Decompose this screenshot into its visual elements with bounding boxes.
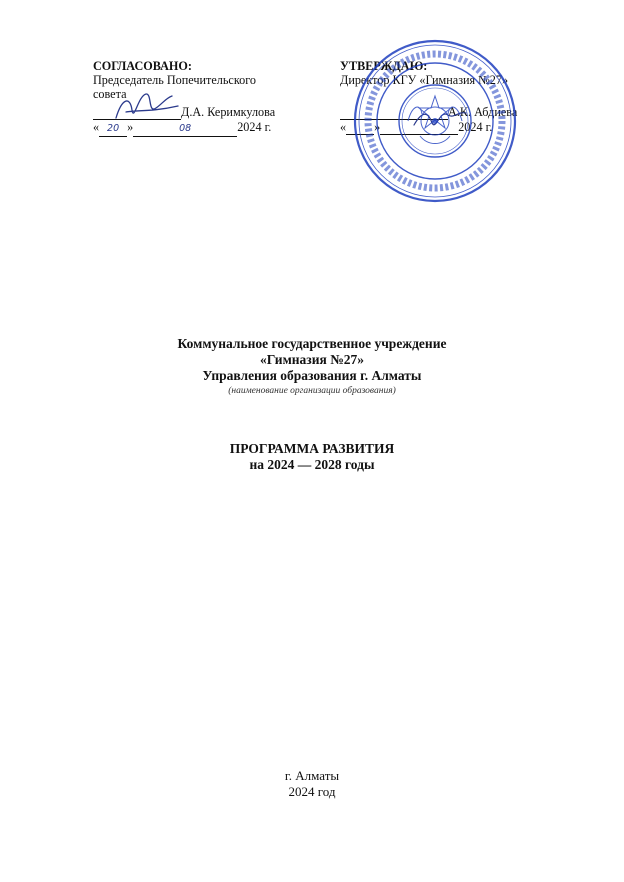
document-footer [0,768,624,800]
handwritten-signature [112,88,182,128]
approval-right-date: « » 2024 г. [340,120,493,134]
program-title: ПРОГРАММА РАЗВИТИЯ [229,441,395,456]
approval-right-position: Директор КГУ «Гимназия №27» [340,73,509,87]
organization-note: (наименование организации образования) [228,386,396,396]
official-stamp [350,36,520,206]
organization-title: «Гимназия №27» [259,352,365,367]
program-title-block [0,441,624,473]
approval-right-heading: УТВЕРЖДАЮ: [340,59,428,73]
date-year: 2024 г. [458,120,493,134]
organization-department: Управления образования г. Алматы [202,368,422,383]
organization-type: Коммунальное государственное учреждение [177,336,447,351]
date-day: 20 [99,122,127,137]
date-year: 2024 г. [237,120,272,134]
approval-left-position-cont: совета [93,87,127,101]
footer-year: 2024 год [288,784,336,799]
approval-left-position: Председатель Попечительского [93,73,257,87]
program-period: на 2024 — 2028 годы [249,457,375,472]
date-month: 08 [133,122,237,137]
organization-name [0,336,624,384]
approval-left-heading: СОГЛАСОВАНО: [93,59,192,73]
approval-left-date: « 20 » 08 2024 г. [93,120,313,137]
footer-city: г. Алматы [284,768,340,783]
approval-left-signer: Д.А. Керимкулова [181,105,276,119]
approval-right-signer: А.К. Абдиева [448,105,518,119]
